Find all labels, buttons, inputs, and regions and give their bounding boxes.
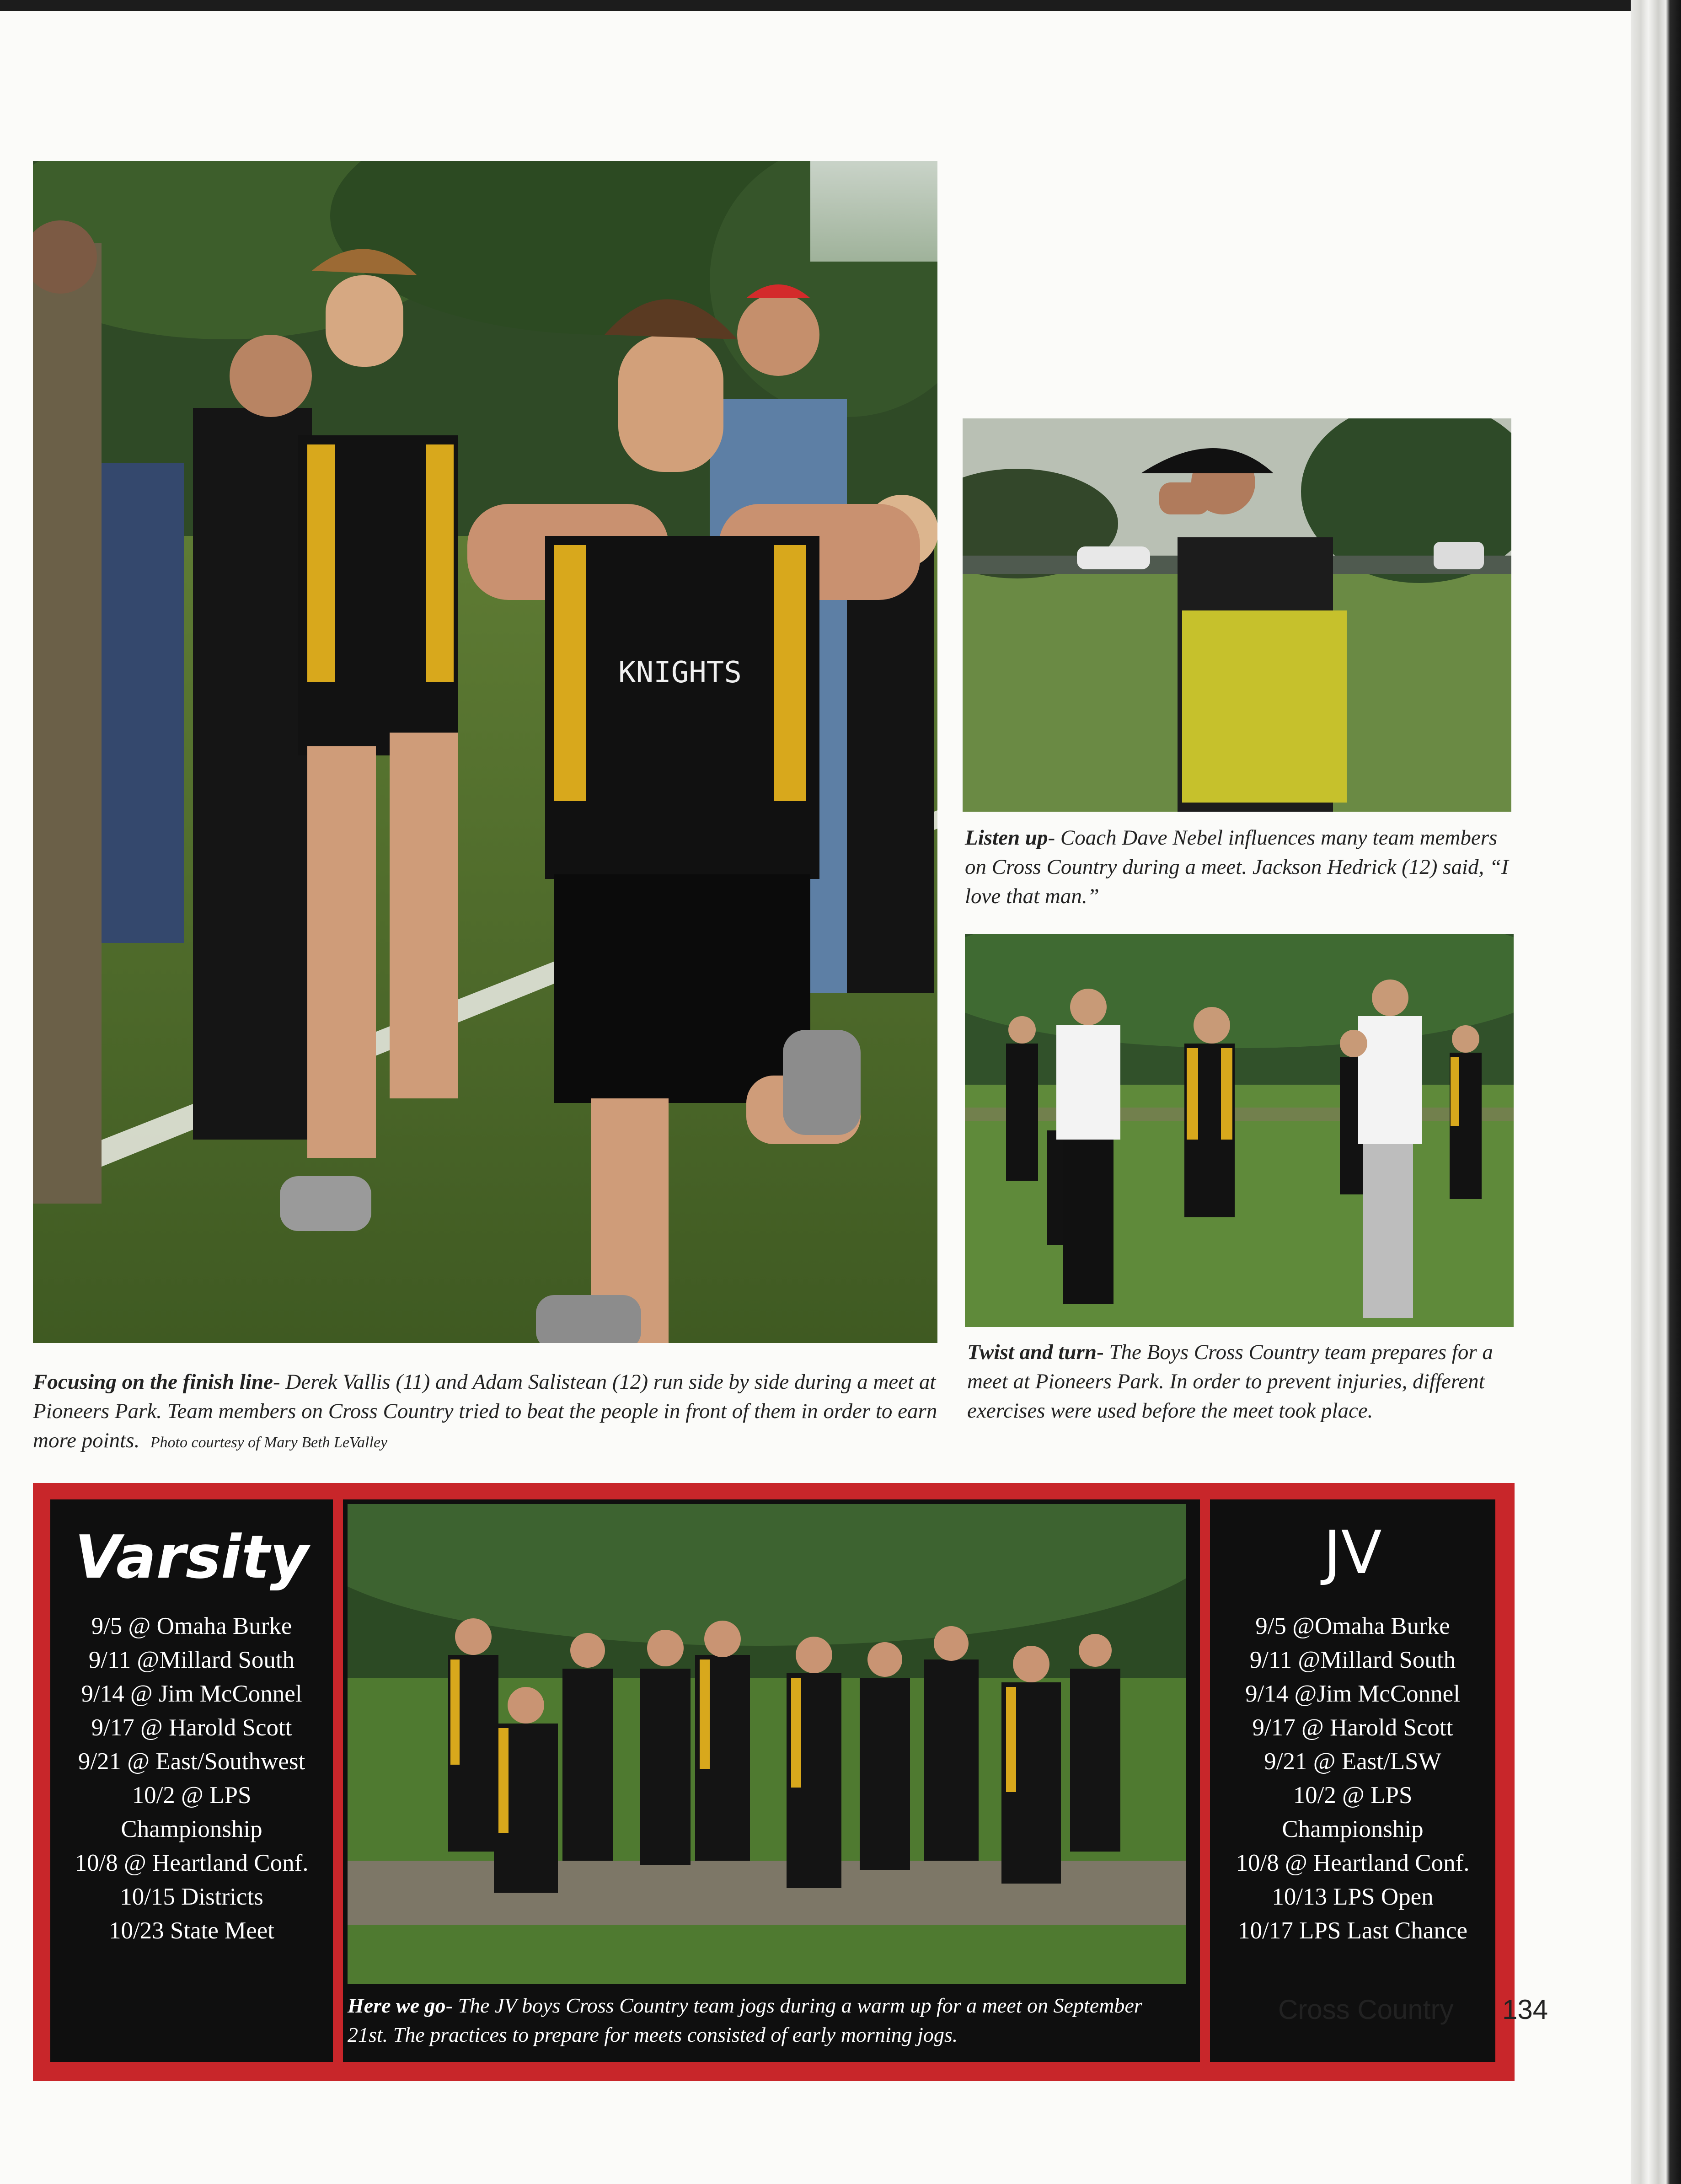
schedule-item: 9/17 @ Harold Scott — [1252, 1714, 1453, 1741]
jv-schedule — [1210, 1609, 1495, 1948]
warmup-photo — [965, 934, 1514, 1327]
schedule-item: 9/17 @ Harold Scott — [91, 1714, 292, 1741]
main-caption-title: Focusing on the finish line — [33, 1370, 273, 1394]
photo-credit: Photo courtesy of Mary Beth LeValley — [150, 1434, 388, 1451]
warmup-caption-text: - The Boys Cross Country team prepares for a meet at Pioneers Park. In order to prevent injuries, different exercises were used before the meet took place. — [967, 1340, 1493, 1423]
schedule-item: 9/5 @Omaha Burke — [1255, 1613, 1450, 1639]
warmup-caption-title: Twist and turn — [967, 1340, 1097, 1364]
coach-photo-caption — [965, 823, 1514, 911]
schedule-item: 10/15 Districts — [120, 1884, 263, 1910]
scan-top-edge — [0, 0, 1681, 11]
schedule-item: 9/11 @Millard South — [1249, 1647, 1456, 1673]
team-photo-caption — [348, 1991, 1186, 2050]
main-caption-text: - Derek Vallis (11) and Adam Salistean (12) run side by side during a meet at Pioneers Park. Team members on Cross Country tried to beat the people in front of them in order to earn more points. — [33, 1370, 937, 1452]
jv-box — [1210, 1499, 1495, 2062]
schedule-panel — [33, 1483, 1515, 2081]
schedule-item: 9/11 @Millard South — [88, 1647, 295, 1673]
warmup-photo-caption — [967, 1338, 1516, 1425]
schedule-item: 10/17 LPS Last Chance — [1238, 1917, 1467, 1944]
schedule-item: 10/13 LPS Open — [1272, 1884, 1434, 1910]
schedule-item: 9/14 @Jim McConnel — [1245, 1681, 1460, 1707]
jersey-text: KNIGHTS — [618, 656, 742, 690]
folio-section: Cross Country — [1278, 1994, 1454, 2025]
main-photo-runners — [33, 161, 937, 1343]
schedule-item: 10/23 State Meet — [108, 1917, 275, 1944]
page-number: 134 — [1502, 1994, 1548, 2025]
coach-photo — [963, 418, 1511, 812]
team-photo — [348, 1504, 1186, 1984]
schedule-item: 10/2 @ LPS — [132, 1782, 252, 1809]
schedule-item: 9/14 @ Jim McConnel — [81, 1681, 302, 1707]
varsity-schedule — [50, 1609, 333, 1948]
schedule-item: 10/8 @ Heartland Conf. — [1236, 1850, 1470, 1876]
team-photo-frame — [343, 1499, 1200, 2062]
book-spine-edge — [1631, 0, 1681, 2184]
coach-caption-text: - Coach Dave Nebel influences many team members on Cross Country during a meet. Jackson Hedrick (12) said, “I love that man.” — [965, 826, 1509, 908]
schedule-item: 10/8 @ Heartland Conf. — [75, 1850, 309, 1876]
schedule-item: 10/2 @ LPS — [1293, 1782, 1413, 1809]
schedule-item: Championship — [1282, 1816, 1424, 1842]
varsity-title: Varsity — [75, 1522, 309, 1592]
main-photo-caption — [33, 1367, 941, 1457]
schedule-item: Championship — [121, 1816, 262, 1842]
jv-title: JV — [1323, 1518, 1382, 1587]
schedule-item: 9/21 @ East/Southwest — [78, 1748, 305, 1775]
coach-caption-title: Listen up — [965, 826, 1048, 850]
team-caption-title: Here we go — [348, 1994, 446, 2017]
team-caption-text: - The JV boys Cross Country team jogs during a warm up for a meet on September 21st. The practices to prepare for meets consisted of early morning jogs. — [348, 1994, 1142, 2046]
varsity-box — [50, 1499, 333, 2062]
schedule-item: 9/21 @ East/LSW — [1264, 1748, 1441, 1775]
schedule-item: 9/5 @ Omaha Burke — [91, 1613, 292, 1639]
